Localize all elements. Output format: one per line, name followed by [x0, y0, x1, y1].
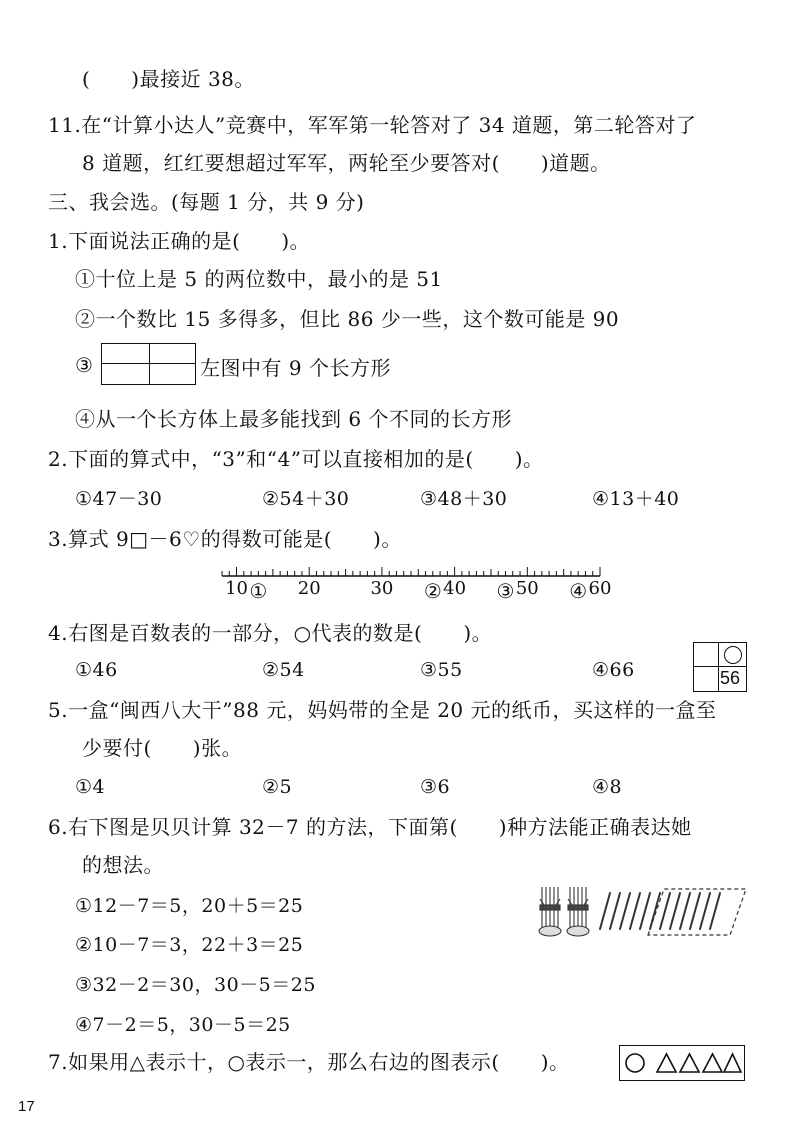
q4-option-3: ③55 — [420, 659, 463, 681]
number-line-marker: ③ — [496, 579, 515, 603]
q6-option-2: ②10－7＝3，22＋3＝25 — [75, 934, 304, 956]
circle-placeholder-icon — [724, 646, 742, 664]
q5-option-3: ③6 — [420, 776, 451, 798]
q3-stem: 3.算式 9□－6♡的得数可能是( )。 — [48, 527, 402, 551]
q4-option-1: ①46 — [75, 659, 118, 681]
circle-one-icon — [626, 1054, 644, 1072]
stick-bundle-icon — [567, 887, 589, 936]
rectangle-figure — [101, 343, 196, 385]
loose-sticks-icon — [600, 893, 720, 929]
q5-line-1: 5.一盒“闽西八大干”88 元，妈妈带的全是 20 元的纸币，买这样的一盒至 — [48, 698, 717, 722]
section-3-heading: 三、我会选。(每题 1 分，共 9 分) — [48, 190, 365, 214]
q5-option-1: ①4 — [75, 776, 106, 798]
q11-line-2: 8 道题，红红要想超过军军，两轮至少要答对( )道题。 — [82, 151, 611, 175]
number-line-marker: ① — [249, 579, 268, 603]
q5-option-4: ④8 — [592, 776, 623, 798]
triangle-ten-icon — [657, 1054, 676, 1072]
shapes-figure — [619, 1045, 745, 1081]
q6-option-4: ④7－2＝5，30－5＝25 — [75, 1014, 291, 1036]
triangle-ten-icon — [724, 1054, 741, 1072]
triangle-ten-icon — [680, 1054, 699, 1072]
number-line-label: 50 — [515, 578, 539, 599]
q2-stem: 2.下面的算式中，“3”和“4”可以直接相加的是( )。 — [48, 447, 544, 471]
stick-bundle-icon — [539, 887, 561, 936]
number-line-label: 40 — [443, 578, 467, 599]
q2-option-1: ①47－30 — [75, 488, 163, 510]
q2-option-2: ②54＋30 — [262, 488, 350, 510]
q4-stem: 4.右图是百数表的一部分，○代表的数是( )。 — [48, 621, 493, 645]
q1-option-1: ①十位上是 5 的两位数中，最小的是 51 — [75, 267, 443, 291]
hundred-table-fragment — [693, 642, 747, 692]
triangle-ten-icon — [703, 1054, 722, 1072]
number-line-label: 30 — [370, 578, 394, 599]
q6-line-1: 6.右下图是贝贝计算 32－7 的方法，下面第( )种方法能正确表达她 — [48, 815, 692, 839]
hundred-table-cell: 56 — [720, 668, 741, 688]
q1-option-2: ②一个数比 15 多得多，但比 86 少一些，这个数可能是 90 — [75, 307, 620, 331]
q2-option-4: ④13＋40 — [592, 488, 680, 510]
q10-tail-line: ( )最接近 38。 — [82, 67, 255, 91]
number-line — [0, 562, 800, 612]
q1-option-3-text: 左图中有 9 个长方形 — [200, 356, 391, 380]
q4-option-4: ④66 — [592, 659, 635, 681]
q1-option-3-mark: ③ — [75, 353, 94, 377]
q1-option-4: ④从一个长方体上最多能找到 6 个不同的长方形 — [75, 407, 512, 431]
dashed-group-outline — [648, 889, 746, 935]
q2-option-3: ③48＋30 — [420, 488, 508, 510]
number-line-marker: ④ — [569, 579, 588, 603]
number-line-marker: ② — [423, 579, 442, 603]
page-number: 17 — [18, 1098, 35, 1115]
q1-stem: 1.下面说法正确的是( )。 — [48, 229, 311, 253]
number-line-label: 60 — [588, 578, 612, 599]
number-line-label: 10 — [225, 578, 248, 599]
q7-stem: 7.如果用△表示十，○表示一，那么右边的图表示( )。 — [48, 1050, 570, 1074]
sticks-figure — [530, 885, 752, 941]
q11-line-1: 11.在“计算小达人”竞赛中，军军第一轮答对了 34 道题，第二轮答对了 — [48, 113, 697, 137]
q5-line-2: 少要付( )张。 — [82, 736, 243, 760]
q6-line-2: 的想法。 — [82, 853, 164, 877]
q4-option-2: ②54 — [262, 659, 305, 681]
q6-option-1: ①12－7＝5，20＋5＝25 — [75, 895, 304, 917]
q6-option-3: ③32－2＝30，30－5＝25 — [75, 974, 316, 996]
q5-option-2: ②5 — [262, 776, 293, 798]
number-line-label: 20 — [297, 578, 321, 599]
